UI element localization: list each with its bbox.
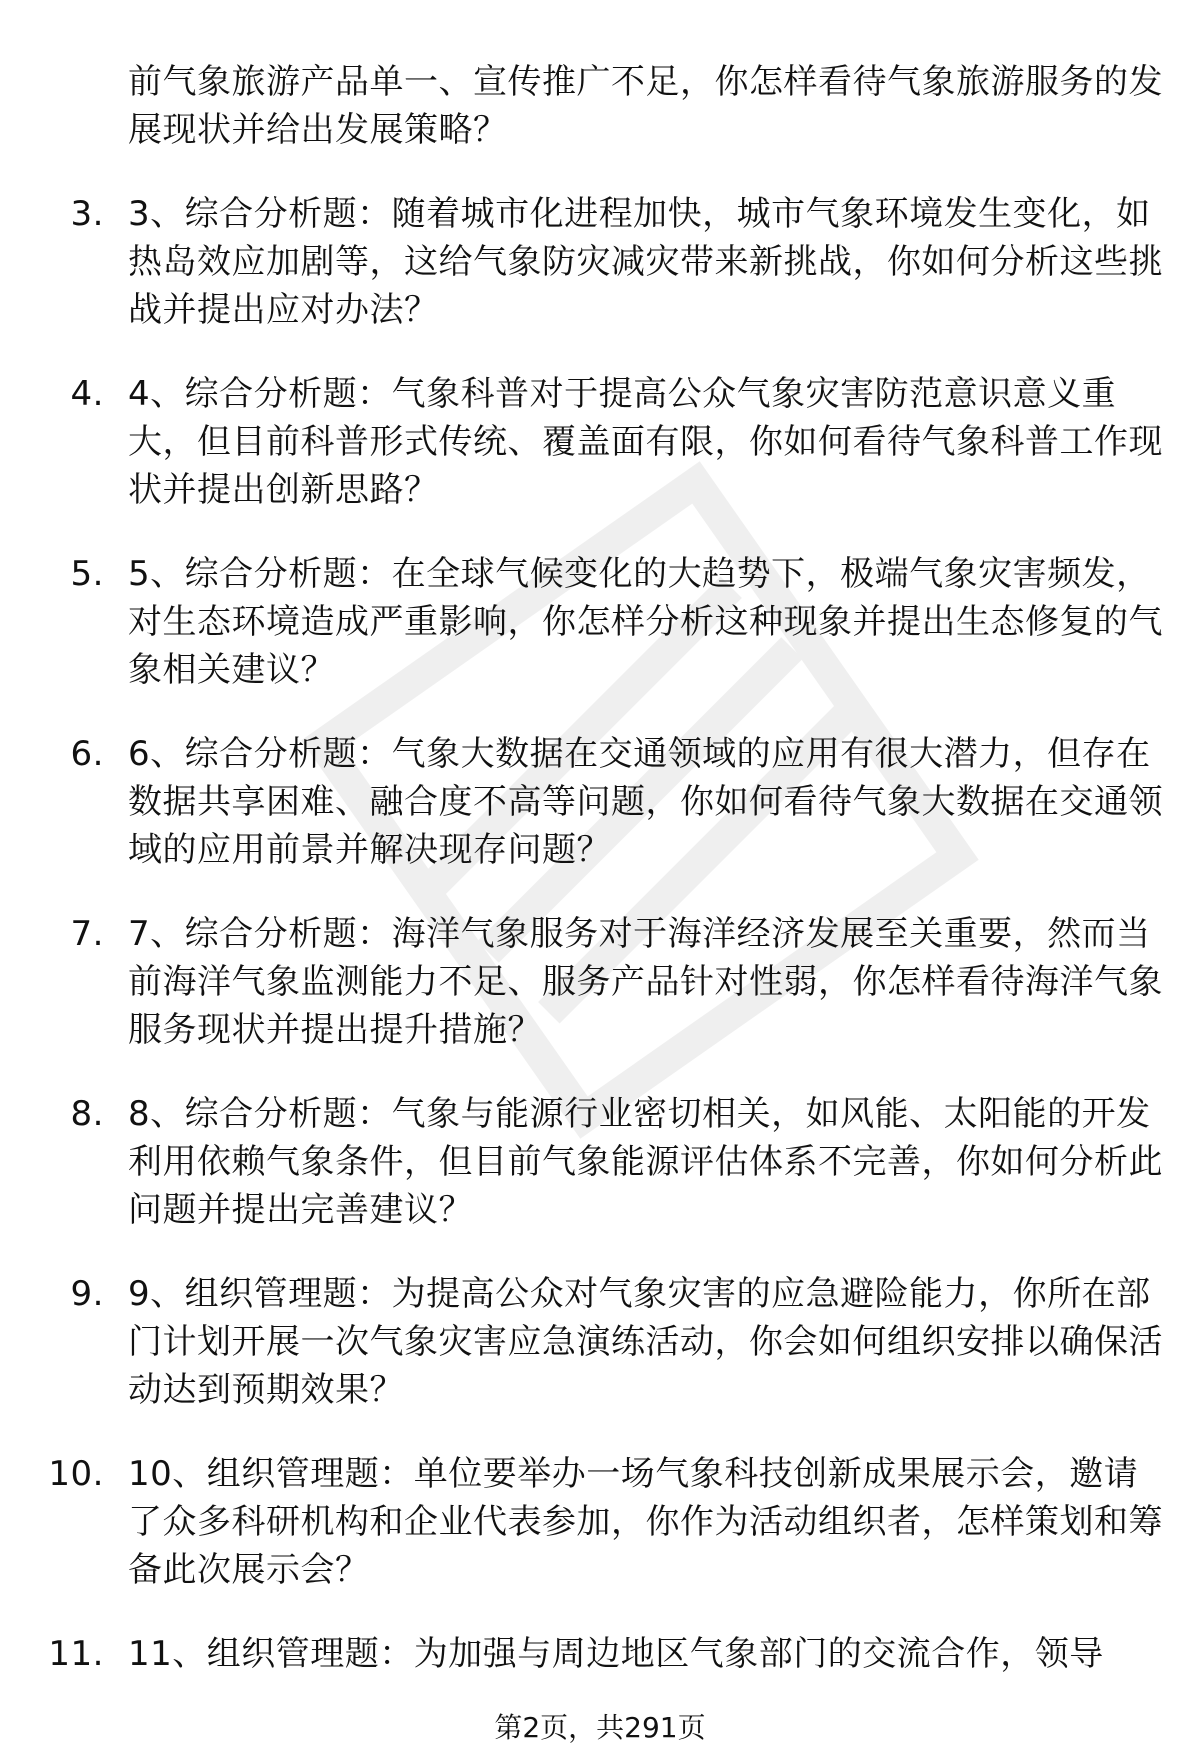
item-text: 9、组织管理题：为提高公众对气象灾害的应急避险能力，你所在部门计划开展一次气象灾害应急演练活动，你会如何组织安排以确保活动达到预期效果？ xyxy=(128,1274,1163,1410)
item-text: 11、组织管理题：为加强与周边地区气象部门的交流合作，领导 xyxy=(128,1634,1104,1674)
page-footer: 第2页，共291页 xyxy=(494,1711,706,1744)
list-item xyxy=(0,730,1200,874)
item-text: 6、综合分析题：气象大数据在交通领域的应用有很大潜力，但存在数据共享困难、融合度不高等问题，你如何看待气象大数据在交通领域的应用前景并解决现存问题？ xyxy=(128,734,1163,870)
item-number: 9. xyxy=(70,1274,104,1314)
item-number: 7. xyxy=(70,914,104,954)
list-item xyxy=(0,1450,1200,1594)
item-text: 7、综合分析题：海洋气象服务对于海洋经济发展至关重要，然而当前海洋气象监测能力不足、服务产品针对性弱，你怎样看待海洋气象服务现状并提出提升措施？ xyxy=(128,914,1163,1050)
continuation-paragraph: 前气象旅游产品单一、宣传推广不足，你怎样看待气象旅游服务的发展现状并给出发展策略？ xyxy=(128,62,1163,150)
list-item xyxy=(0,550,1200,694)
item-text: 10、组织管理题：单位要举办一场气象科技创新成果展示会，邀请了众多科研机构和企业代表参加，你作为活动组织者，怎样策划和筹备此次展示会？ xyxy=(128,1454,1163,1590)
item-number: 5. xyxy=(70,554,104,594)
item-number: 11. xyxy=(48,1634,104,1674)
item-text: 4、综合分析题：气象科普对于提高公众气象灾害防范意识意义重大，但目前科普形式传统、覆盖面有限，你如何看待气象科普工作现状并提出创新思路？ xyxy=(128,374,1163,510)
item-number: 3. xyxy=(70,194,104,234)
item-text: 5、综合分析题：在全球气候变化的大趋势下，极端气象灾害频发，对生态环境造成严重影响，你怎样分析这种现象并提出生态修复的气象相关建议？ xyxy=(128,554,1163,690)
question-list xyxy=(0,58,1200,1678)
list-item xyxy=(0,1270,1200,1414)
list-item xyxy=(0,1090,1200,1234)
item-number: 4. xyxy=(70,374,104,414)
item-text: 8、综合分析题：气象与能源行业密切相关，如风能、太阳能的开发利用依赖气象条件，但目前气象能源评估体系不完善，你如何分析此问题并提出完善建议？ xyxy=(128,1094,1163,1230)
item-number: 10. xyxy=(48,1454,104,1494)
item-number: 6. xyxy=(70,734,104,774)
list-item xyxy=(0,370,1200,514)
list-item xyxy=(0,910,1200,1054)
item-number: 8. xyxy=(70,1094,104,1134)
list-item xyxy=(0,1630,1200,1678)
item-text: 3、综合分析题：随着城市化进程加快，城市气象环境发生变化，如热岛效应加剧等，这给气象防灾减灾带来新挑战，你如何分析这些挑战并提出应对办法？ xyxy=(128,194,1163,330)
list-item xyxy=(0,190,1200,334)
